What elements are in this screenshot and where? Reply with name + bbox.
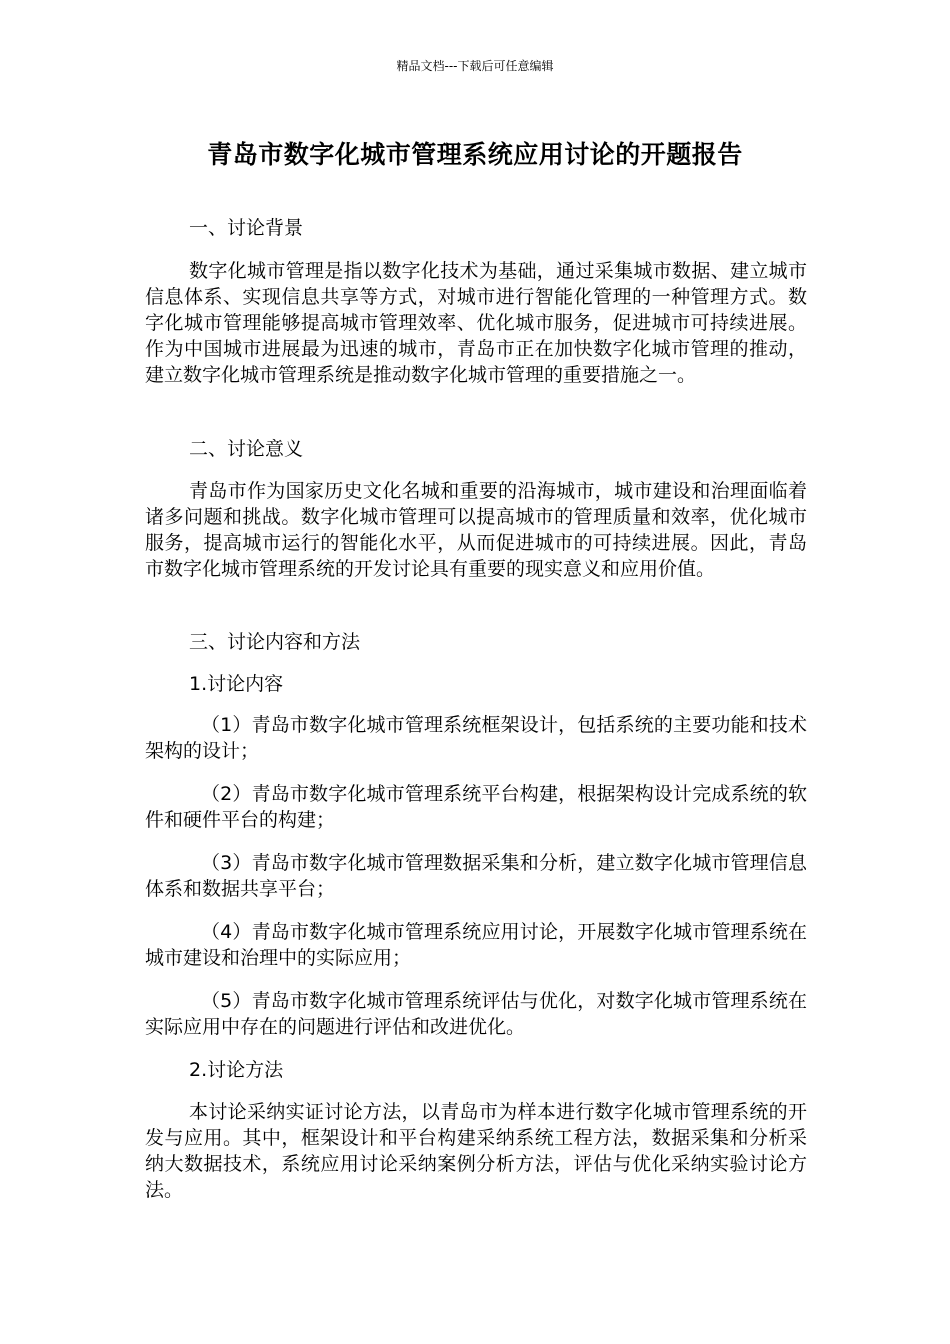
- list-item: [145, 781, 807, 833]
- page-header: 精品文档---下载后可任意编辑: [396, 59, 554, 73]
- section-3-heading: [145, 629, 807, 655]
- list-item: [145, 988, 807, 1040]
- list-item-text: （1）青岛市数字化城市管理系统框架设计，包括系统的主要功能和技术架构的设计；: [145, 714, 807, 762]
- subsection-heading: 2.讨论方法: [189, 1059, 284, 1081]
- section-1-body: [145, 258, 807, 388]
- section-2-body: [145, 478, 807, 582]
- section-heading: 二、讨论意义: [189, 438, 304, 460]
- list-item-text: （5）青岛市数字化城市管理系统评估与优化，对数字化城市管理系统在实际应用中存在的问题进行评估和改进优化。: [145, 990, 807, 1038]
- list-item-text: （3）青岛市数字化城市管理数据采集和分析，建立数字化城市管理信息体系和数据共享平台；: [145, 852, 807, 900]
- paragraph: 数字化城市管理是指以数字化技术为基础，通过采集城市数据、建立城市信息体系、实现信息共享等方式，对城市进行智能化管理的一种管理方式。数字化城市管理能够提高城市管理效率、优化城市服务，促进城市可持续进展。作为中国城市进展最为迅速的城市，青岛市正在加快数字化城市管理的推动，建立数字化城市管理系统是推动数字化城市管理的重要措施之一。: [145, 260, 807, 386]
- paragraph: 本讨论采纳实证讨论方法，以青岛市为样本进行数字化城市管理系统的开发与应用。其中，框架设计和平台构建采纳系统工程方法，数据采集和分析采纳大数据技术，系统应用讨论采纳案例分析方法，评估与优化采纳实验讨论方法。: [145, 1101, 807, 1201]
- section-1-heading: [145, 215, 807, 241]
- list-item: [145, 712, 807, 764]
- list-item-text: （2）青岛市数字化城市管理系统平台构建，根据架构设计完成系统的软件和硬件平台的构建；: [145, 783, 807, 831]
- section-heading: 一、讨论背景: [189, 217, 304, 239]
- document-title: 青岛市数字化城市管理系统应用讨论的开题报告: [207, 140, 743, 169]
- subsection-2-heading: [145, 1057, 807, 1083]
- subsection-heading: 1.讨论内容: [189, 673, 284, 695]
- list-item: [145, 919, 807, 971]
- list-item: [145, 850, 807, 902]
- subsection-1-heading: [145, 671, 807, 697]
- subsection-2-body: [145, 1099, 807, 1203]
- list-item-text: （4）青岛市数字化城市管理系统应用讨论，开展数字化城市管理系统在城市建设和治理中的实际应用；: [145, 921, 807, 969]
- paragraph: 青岛市作为国家历史文化名城和重要的沿海城市，城市建设和治理面临着诸多问题和挑战。数字化城市管理可以提高城市的管理质量和效率，优化城市服务，提高城市运行的智能化水平，从而促进城市的可持续进展。因此，青岛市数字化城市管理系统的开发讨论具有重要的现实意义和应用价值。: [145, 480, 807, 580]
- section-heading: 三、讨论内容和方法: [189, 631, 361, 653]
- section-2-heading: [145, 436, 807, 462]
